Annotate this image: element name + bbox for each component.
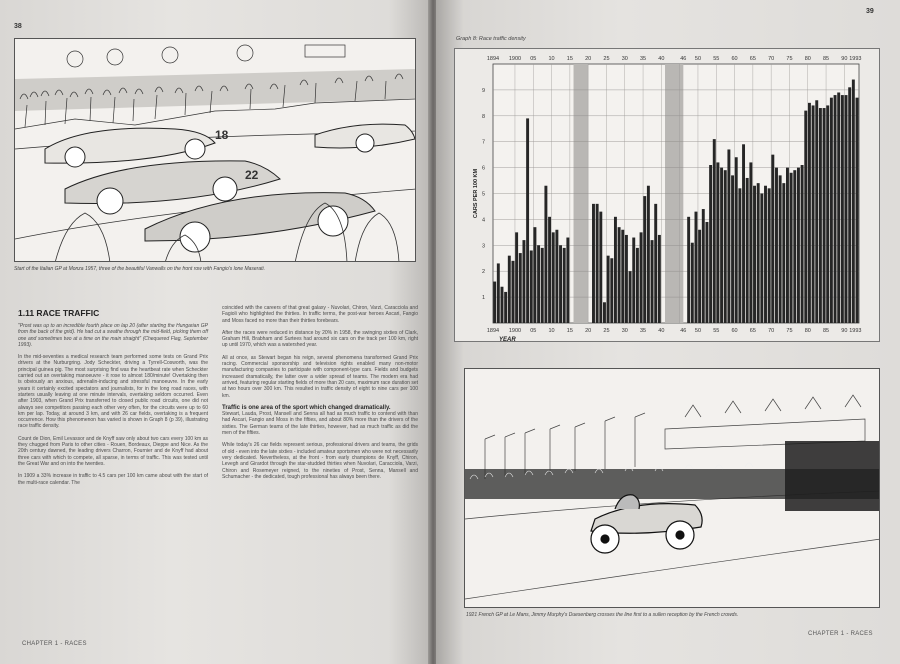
x-tick-label-bottom: 80 xyxy=(804,328,811,334)
section-title: 1.11 RACE TRAFFIC xyxy=(18,308,100,318)
data-bar xyxy=(533,227,536,323)
x-tick-label-bottom: 20 xyxy=(585,328,592,334)
y-axis-label: CARS PER 100 KM xyxy=(473,168,479,219)
opening-quote: "Prost was up to an incredible fourth place on lap 20 (after starting the Hungarian GP from the back of the grid). He had cut a swathe through the mid-field, picking them off one and sometimes two at a time on the main straight" (Chequered Flag, September 1993). xyxy=(18,323,208,348)
x-tick-label-bottom: 05 xyxy=(530,328,537,334)
data-bar xyxy=(775,168,778,323)
x-tick-label-bottom: 75 xyxy=(786,328,793,334)
data-bar xyxy=(603,302,606,323)
data-bar xyxy=(504,292,507,323)
x-tick-label-top: 46 xyxy=(680,56,687,62)
x-tick-label-top: 50 xyxy=(694,56,702,62)
y-tick-label: 5 xyxy=(481,191,485,198)
y-tick-label: 6 xyxy=(481,165,485,172)
data-bar xyxy=(522,240,525,323)
footer-right: CHAPTER 1 - RACES xyxy=(808,631,873,637)
traffic-density-chart xyxy=(454,48,880,342)
footer-left: CHAPTER 1 - RACES xyxy=(22,641,87,647)
data-bar xyxy=(735,157,738,323)
data-bar xyxy=(555,230,558,323)
data-bar xyxy=(493,282,496,323)
data-bar xyxy=(771,155,774,323)
data-bar xyxy=(640,232,643,323)
data-bar xyxy=(826,105,829,323)
data-bar xyxy=(823,108,826,323)
data-bar xyxy=(691,243,694,323)
data-bar xyxy=(618,227,621,323)
data-bar xyxy=(702,209,705,323)
paragraph: After the races were reduced in distance by 20% in 1958, the swinging sixties of Clark, Graham Hill, Brabham and Surtees had around six cars on the track per 100 km, right up until 1970, which was a watershed year. xyxy=(222,329,418,349)
highlight-sentence: Traffic is one area of the sport which changed dramatically. xyxy=(222,404,391,411)
data-bar xyxy=(541,248,544,323)
data-bar xyxy=(768,188,771,323)
x-tick-label-top: 05 xyxy=(530,56,537,62)
data-bar xyxy=(658,235,661,323)
paragraph: While today's 26 car fields represent serious, professional drivers and teams, the grids of old - even into the late sixties - included amateur sportsmen who were not necessarily very dedicated. Nevertheless, at the front - from early champions de Knyff, Chiron, Levegh and Girardot through the star-studded thirties when Nuvolari, Caracciola, Varzi, Chiron and Rosemeyer reigned, to the nineties of Prost, Senna, Mansell and Schumacher - the dedicated, tough professional has always been there. xyxy=(222,442,418,480)
y-tick-label: 9 xyxy=(481,87,485,94)
data-bar xyxy=(804,111,807,323)
x-axis-label: YEAR xyxy=(499,337,516,341)
x-tick-label-bottom: 1900 xyxy=(508,328,522,334)
data-bar xyxy=(501,287,504,323)
data-bar xyxy=(852,80,855,323)
x-tick-label-top: 90 xyxy=(841,56,848,62)
data-bar xyxy=(731,175,734,323)
data-bar xyxy=(720,168,723,323)
x-tick-label-top: 30 xyxy=(621,56,628,62)
data-bar xyxy=(837,92,840,323)
svg-text:18: 18 xyxy=(215,128,229,142)
data-bar xyxy=(614,217,617,323)
x-tick-label-top: 65 xyxy=(749,56,756,62)
data-bar xyxy=(530,250,533,323)
data-bar xyxy=(749,162,752,323)
data-bar xyxy=(808,103,811,323)
data-bar xyxy=(537,245,540,323)
x-tick-label-bottom: 40 xyxy=(658,328,665,334)
chart-svg xyxy=(455,49,879,341)
data-bar xyxy=(746,178,749,323)
x-tick-label-bottom: 46 xyxy=(680,328,687,334)
data-bar xyxy=(596,204,599,323)
x-tick-label-bottom: 60 xyxy=(731,328,738,334)
data-bar xyxy=(738,188,741,323)
data-bar xyxy=(566,238,569,323)
y-tick-label: 2 xyxy=(481,269,485,276)
data-bar xyxy=(713,139,716,323)
x-tick-label-top: 80 xyxy=(804,56,811,62)
data-bar xyxy=(705,222,708,323)
data-bar xyxy=(643,196,646,323)
y-tick-label: 7 xyxy=(481,139,485,146)
paragraph: All at once, as Stewart began his reign, several phenomena transformed Grand Prix racing. Commercial sponsorship and television rights enabled many non-motor manufacturing companies to participate with component-type cars. Fields and budgets increased dramatically, the latter over a wider spread of teams. The modern era had arrived, featuring regular starting fields of more than 20 cars, maximum race duration set at two hours over 300 km. This resulted in traffic density of eight to nine cars per 100 km. xyxy=(222,354,418,399)
data-bar xyxy=(793,170,796,323)
data-bar xyxy=(830,98,833,323)
duesenberg-sketch xyxy=(465,369,880,608)
data-bar xyxy=(526,118,529,323)
data-bar xyxy=(845,95,848,323)
x-tick-label-bottom: 1894 xyxy=(486,328,500,334)
x-tick-label-top: 75 xyxy=(786,56,793,62)
data-bar xyxy=(515,232,518,323)
x-tick-label-bottom: 65 xyxy=(749,328,756,334)
data-bar xyxy=(797,168,800,323)
y-tick-label: 1 xyxy=(481,295,485,302)
data-bar xyxy=(716,162,719,323)
svg-text:22: 22 xyxy=(245,168,259,182)
page-number-left: 38 xyxy=(14,23,22,30)
data-bar xyxy=(819,108,822,323)
data-bar xyxy=(625,235,628,323)
data-bar xyxy=(497,263,500,323)
y-tick-label: 4 xyxy=(481,217,485,224)
x-tick-label-top: 60 xyxy=(731,56,738,62)
x-tick-label-bottom: 90 xyxy=(841,328,848,334)
x-tick-label-top: 70 xyxy=(768,56,775,62)
data-bar xyxy=(742,144,745,323)
x-tick-label-bottom: 70 xyxy=(768,328,775,334)
data-bar xyxy=(815,100,818,323)
text-column-1 xyxy=(18,323,208,492)
paragraph: In 1909 a 33% increase in traffic to 4.5 cars per 100 km came about with the start of the multi-race calendar. The xyxy=(18,473,208,486)
data-bar xyxy=(629,271,632,323)
data-bar xyxy=(760,194,763,324)
x-tick-label-top: 15 xyxy=(566,56,573,62)
lower-illustration-caption: 1921 French GP at Le Mans, Jimmy Murphy's Duesenberg crosses the line first to a sullen reception by the French crowds. xyxy=(466,612,739,618)
x-tick-label-top: 20 xyxy=(585,56,592,62)
data-bar xyxy=(563,248,566,323)
x-tick-label-bottom: 50 xyxy=(694,328,702,334)
data-bar xyxy=(654,204,657,323)
x-tick-label-bottom: 15 xyxy=(566,328,573,334)
data-bar xyxy=(764,186,767,323)
x-tick-label-bottom: 25 xyxy=(603,328,610,334)
data-bar xyxy=(812,105,815,323)
graph-title: Graph 8: Race traffic density xyxy=(456,36,526,42)
data-bar xyxy=(757,183,760,323)
data-bar xyxy=(753,186,756,323)
data-bar xyxy=(695,212,698,323)
data-bar xyxy=(512,261,515,323)
data-bar xyxy=(610,258,613,323)
data-bar xyxy=(552,232,555,323)
x-tick-label-top: 40 xyxy=(658,56,665,62)
x-tick-label-top: 25 xyxy=(603,56,610,62)
x-tick-label-top: 85 xyxy=(822,56,830,62)
x-tick-label-top: 1993 xyxy=(849,56,862,62)
x-tick-label-top: 35 xyxy=(639,56,647,62)
data-bar xyxy=(856,98,859,323)
x-tick-label-bottom: 1993 xyxy=(849,328,862,334)
data-bar xyxy=(592,204,595,323)
data-bar xyxy=(727,149,730,323)
page-number-right: 39 xyxy=(866,8,874,15)
data-bar xyxy=(559,245,562,323)
x-tick-label-bottom: 30 xyxy=(621,328,628,334)
data-bar xyxy=(687,217,690,323)
x-tick-label-bottom: 35 xyxy=(639,328,647,334)
data-bar xyxy=(786,168,789,323)
x-tick-label-bottom: 55 xyxy=(713,328,720,334)
paragraph: coincided with the careers of that great galaxy - Nuvolari, Chiron, Varzi, Caracciola and Fagioli who highlighted the thirties. In traffic terms, the post-war heroes Ascari, Fangio and Moss faced no more than their thirties forebears. xyxy=(222,305,418,324)
paragraph: Count de Dion, Emil Levassor and de Knyff saw only about two cars every 100 km as they chugged from Paris to other cities - Rouen, Bordeaux, Dieppe and Nice. As the 20th century dawned, the leading drivers Charron, Fournier and de Knyff had about three cars with which to compete, all sparse, in terms of traffic. This was tested until the Great War and on into the twenties. xyxy=(18,435,208,467)
data-bar xyxy=(790,173,793,323)
left-page xyxy=(0,0,432,664)
data-bar xyxy=(632,238,635,323)
data-bar xyxy=(647,186,650,323)
racing-illustration xyxy=(14,38,416,262)
x-tick-label-top: 55 xyxy=(713,56,720,62)
data-bar xyxy=(841,95,844,323)
paragraph: Stewart, Lauda, Prost, Mansell and Senna all had as much traffic to contend with than had Ascari, Fangio and Moss in the fifties, and about 80% more than the drivers of the sixties. The German teams of the late thirties, however, had as much traffic as did the men of the fifties. xyxy=(222,411,418,437)
monza-start-sketch xyxy=(15,39,416,262)
data-bar xyxy=(544,186,547,323)
x-tick-label-top: 10 xyxy=(548,56,555,62)
data-bar xyxy=(519,253,522,323)
data-bar xyxy=(801,165,804,323)
illustration-caption: Start of the Italian GP at Monza 1957, three of the beautiful Vanwalls on the front row with Fangio's lone Maserati. xyxy=(14,266,266,272)
lemans-illustration xyxy=(464,368,880,608)
data-bar xyxy=(779,175,782,323)
paragraph: In the mid-seventies a medical research team performed some tests on Grand Prix drivers at the Nurburgring. Jody Scheckter, driving a Tyrrell-Cosworth, was the principal guinea pig. The most surprising find was the heartbeat rate when Scheckter carried out an overtaking manoeuvre - it rose to almost 180/minute! Overtaking then is obviously an anxious, adrenalin-inducing and stressful manoeuvre. In the early years it certainly excited spectators and journalists, for in the long road races, with starters usually leaving at one minute intervals, overtaking seldom occurred. Even after 1903, when Grand Prix transferred to closed public road circuits, one did not always see competitors passing each other very often, for the circuits were up to 60 km per lap. Today, at around 3 km, and with 26 car fields, overtaking is a frequent occurrence. How this phenomenon has varied is shown in Graph 8 (p 39), illustrating race traffic density. xyxy=(18,354,208,430)
text-column-2 xyxy=(222,305,418,486)
data-bar xyxy=(548,217,551,323)
y-tick-label: 8 xyxy=(481,113,485,120)
data-bar xyxy=(599,212,602,323)
x-tick-label-bottom: 85 xyxy=(822,328,830,334)
data-bar xyxy=(834,95,837,323)
x-tick-label-top: 1900 xyxy=(508,56,522,62)
x-tick-label-bottom: 10 xyxy=(548,328,555,334)
data-bar xyxy=(636,248,639,323)
data-bar xyxy=(724,170,727,323)
x-tick-label-top: 1894 xyxy=(486,56,500,62)
data-bar xyxy=(607,256,610,323)
data-bar xyxy=(709,165,712,323)
data-bar xyxy=(848,87,851,323)
data-bar xyxy=(698,230,701,323)
data-bar xyxy=(782,183,785,323)
data-bar xyxy=(651,240,654,323)
data-bar xyxy=(621,230,624,323)
data-bar xyxy=(508,256,511,323)
y-tick-label: 3 xyxy=(481,243,485,250)
